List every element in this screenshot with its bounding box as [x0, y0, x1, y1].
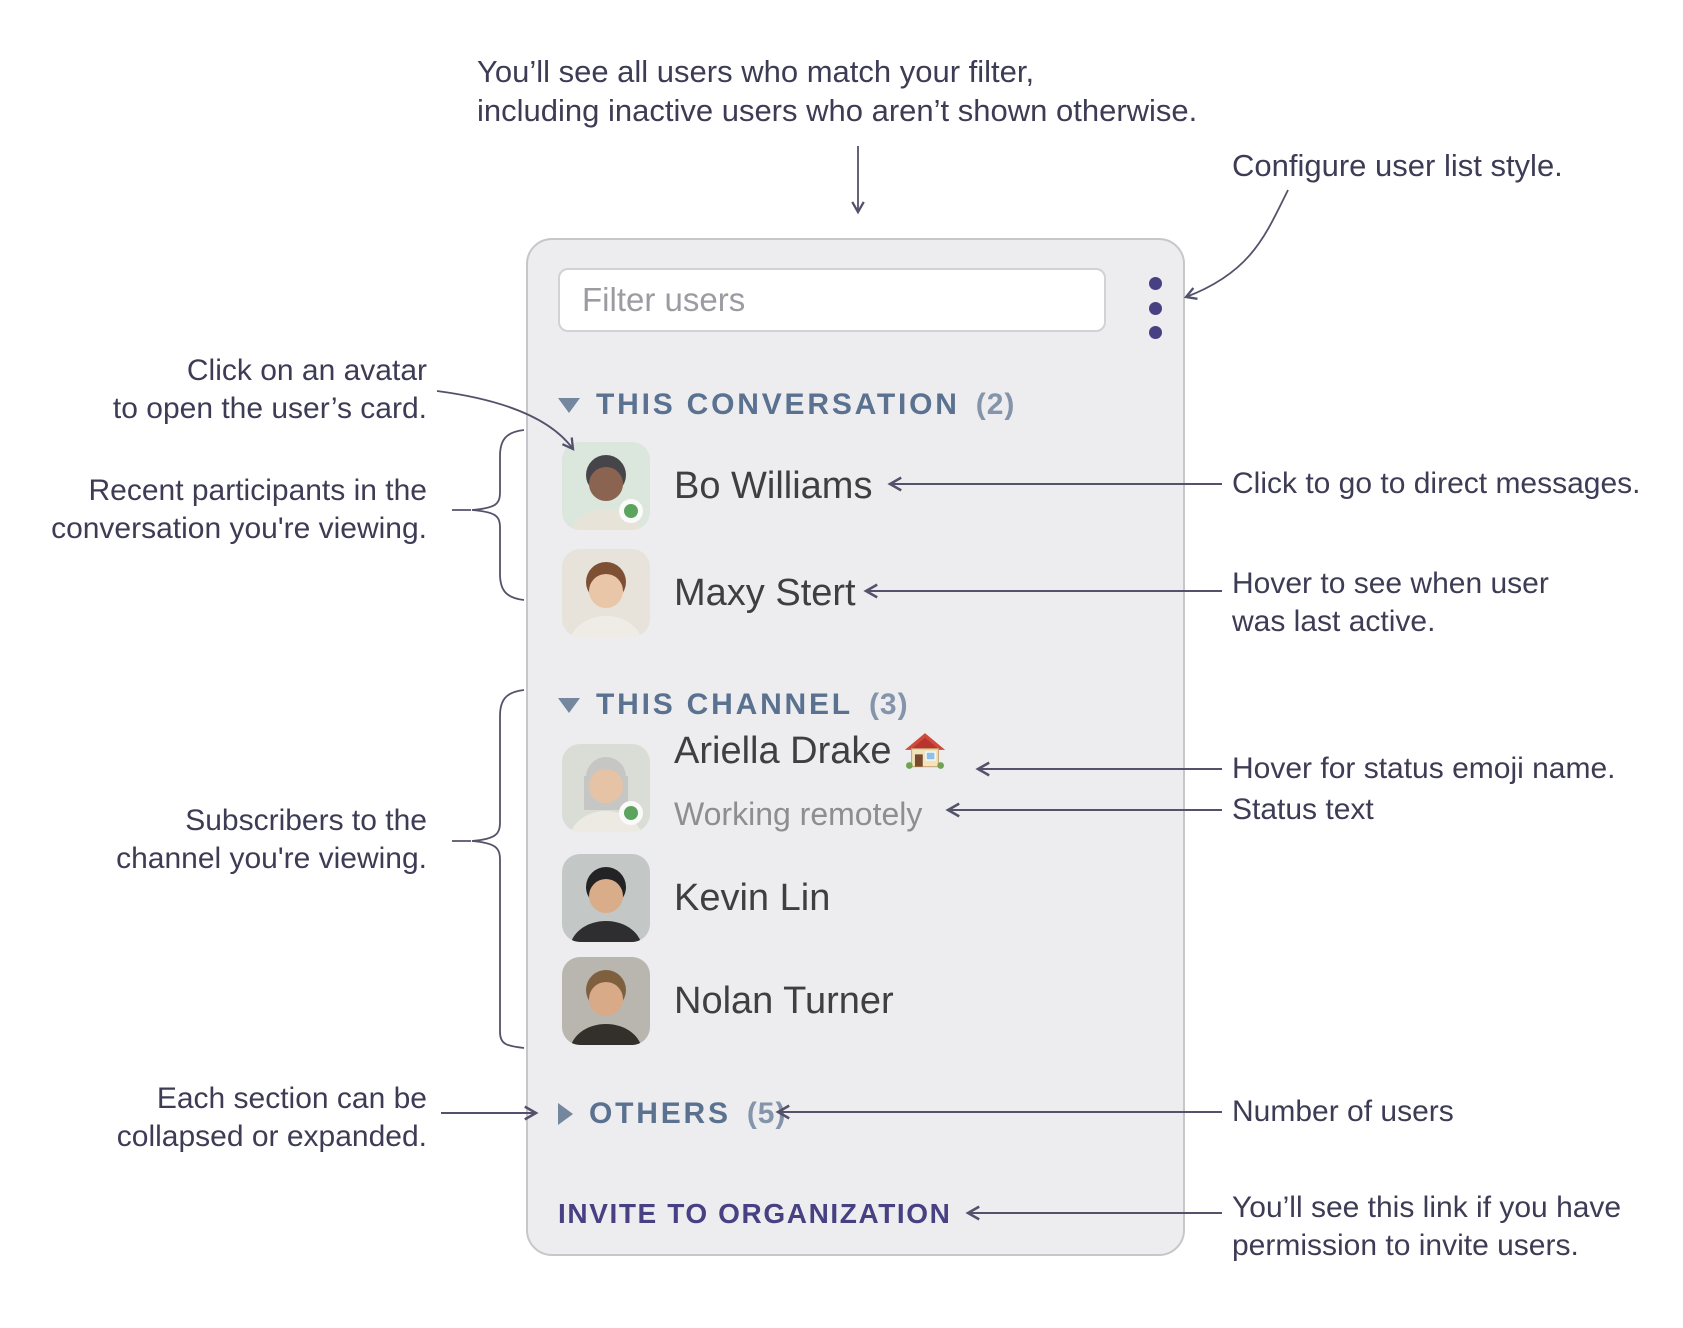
user-name-kevin-lin[interactable]: Kevin Lin: [674, 877, 831, 919]
avatar-kevin-lin[interactable]: [562, 854, 650, 942]
annotation-recent-participants: Recent participants in the conversation you're viewing.: [51, 474, 427, 545]
section-count: (5): [746, 1097, 787, 1130]
chevron-down-icon: [558, 698, 580, 713]
presence-dot-online: [619, 499, 643, 523]
annotation-status-text: Status text: [1232, 793, 1374, 826]
section-label: OTHERS: [589, 1097, 731, 1130]
kebab-dot: [1149, 326, 1162, 339]
chevron-down-icon: [558, 398, 580, 413]
section-count: (3): [868, 688, 909, 721]
section-count: (2): [975, 388, 1016, 421]
user-list-panel: [526, 238, 1185, 1256]
kebab-dot: [1149, 302, 1162, 315]
filter-users-input[interactable]: [558, 268, 1106, 332]
brace-channel: [472, 690, 524, 1048]
chevron-right-icon: [558, 1103, 573, 1125]
kebab-menu-icon[interactable]: [1140, 277, 1170, 339]
avatar-maxy-stert[interactable]: [562, 549, 650, 637]
brace-conversation: [472, 430, 524, 600]
section-header-others[interactable]: [558, 1097, 786, 1131]
user-name-nolan-turner[interactable]: Nolan Turner: [674, 980, 894, 1022]
user-status-text: Working remotely: [674, 796, 923, 832]
annotation-last-active: Hover to see when user was last active.: [1232, 567, 1549, 638]
annotation-status-emoji: Hover for status emoji name.: [1232, 752, 1616, 785]
annotation-direct-messages: Click to go to direct messages.: [1232, 467, 1641, 500]
section-header-this-channel[interactable]: [558, 688, 909, 722]
annotation-click-avatar: Click on an avatar to open the user’s card.: [112, 354, 427, 425]
invite-to-organization-link[interactable]: INVITE TO ORGANIZATION: [558, 1198, 952, 1229]
section-label: THIS CHANNEL: [596, 688, 853, 721]
user-name-ariella-drake[interactable]: Ariella Drake: [674, 730, 946, 772]
annotation-number-of-users: Number of users: [1232, 1095, 1454, 1128]
kebab-dot: [1149, 277, 1162, 290]
section-label: THIS CONVERSATION: [596, 388, 960, 421]
annotation-top-filter: You’ll see all users who match your filter, including inactive users who aren’t shown otherwise.: [477, 54, 1198, 128]
annotation-collapse-expand: Each section can be collapsed or expanded.: [116, 1082, 427, 1153]
annotation-subscribers: Subscribers to the channel you're viewing.: [116, 804, 427, 875]
user-name-bo-williams[interactable]: Bo Williams: [674, 465, 873, 507]
avatar-nolan-turner[interactable]: [562, 957, 650, 1045]
annotation-invite-note: You’ll see this link if you have permission to invite users.: [1232, 1191, 1622, 1262]
presence-dot-online: [619, 801, 643, 825]
user-name-maxy-stert[interactable]: Maxy Stert: [674, 572, 856, 614]
section-header-this-conversation[interactable]: [558, 388, 1015, 422]
annotation-configure: Configure user list style.: [1232, 148, 1563, 183]
arrow-configure: [1186, 190, 1288, 297]
house-status-emoji: [904, 732, 946, 770]
